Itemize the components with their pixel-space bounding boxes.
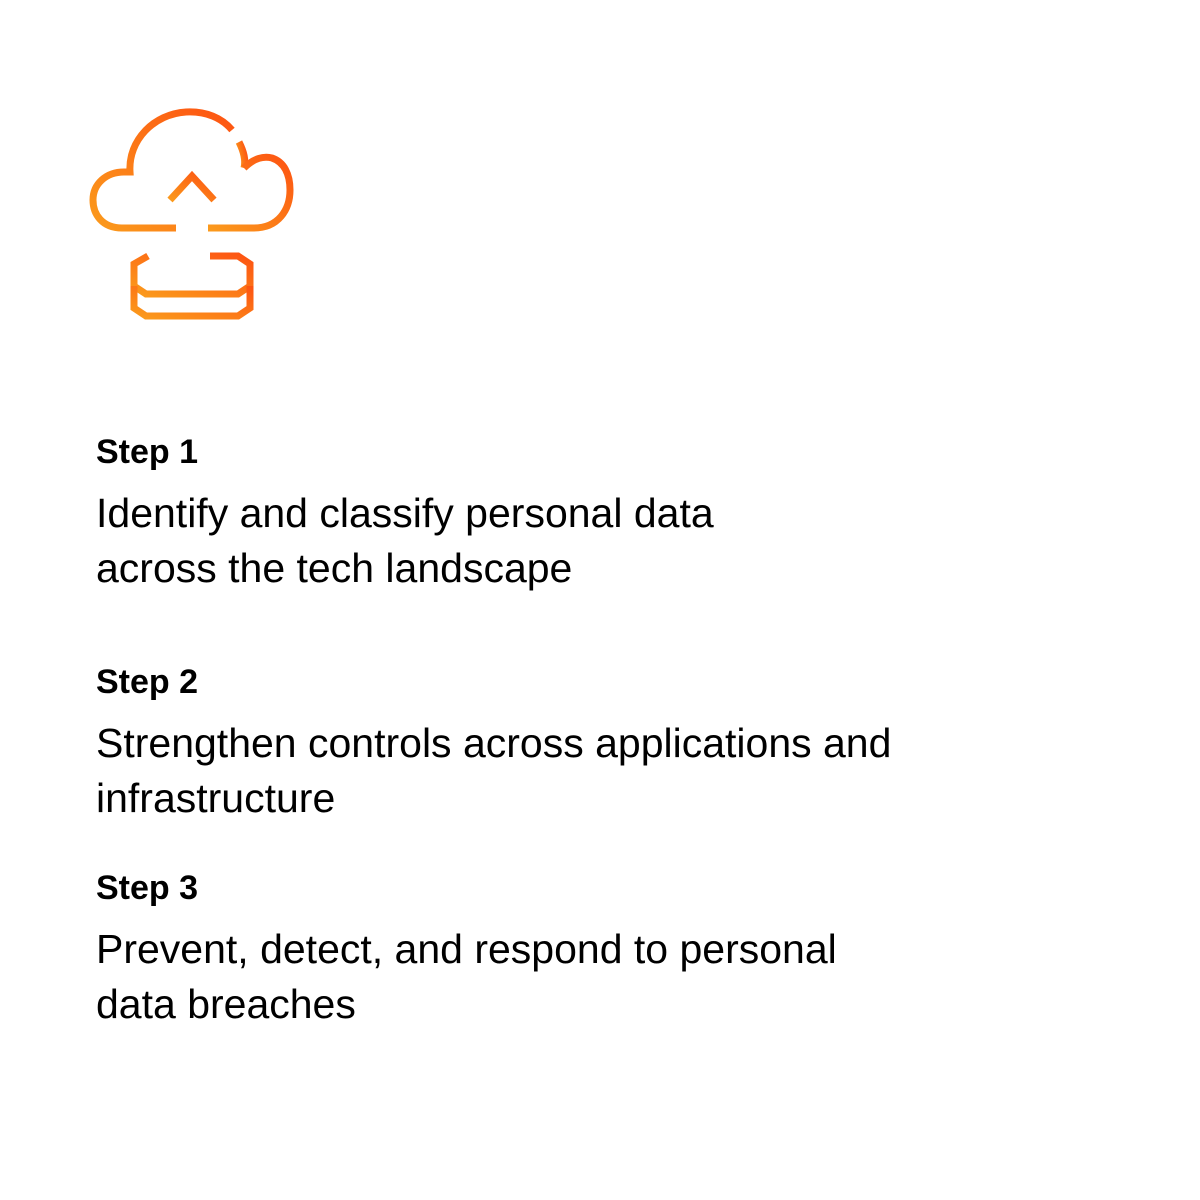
- step-item: [96, 660, 1136, 826]
- step-description: Prevent, detect, and respond to personal data breaches: [96, 926, 837, 1027]
- step-description: Identify and classify personal data across the tech landscape: [96, 490, 714, 591]
- step-item: [96, 866, 1136, 1032]
- step-title: Step 2: [96, 663, 199, 701]
- step-item: [96, 430, 1136, 596]
- step-title: Step 1: [96, 433, 199, 471]
- cloud-upload-database-icon: [84, 100, 300, 332]
- step-description: Strengthen controls across applications and infrastructure: [96, 720, 892, 821]
- step-title: Step 3: [96, 869, 199, 907]
